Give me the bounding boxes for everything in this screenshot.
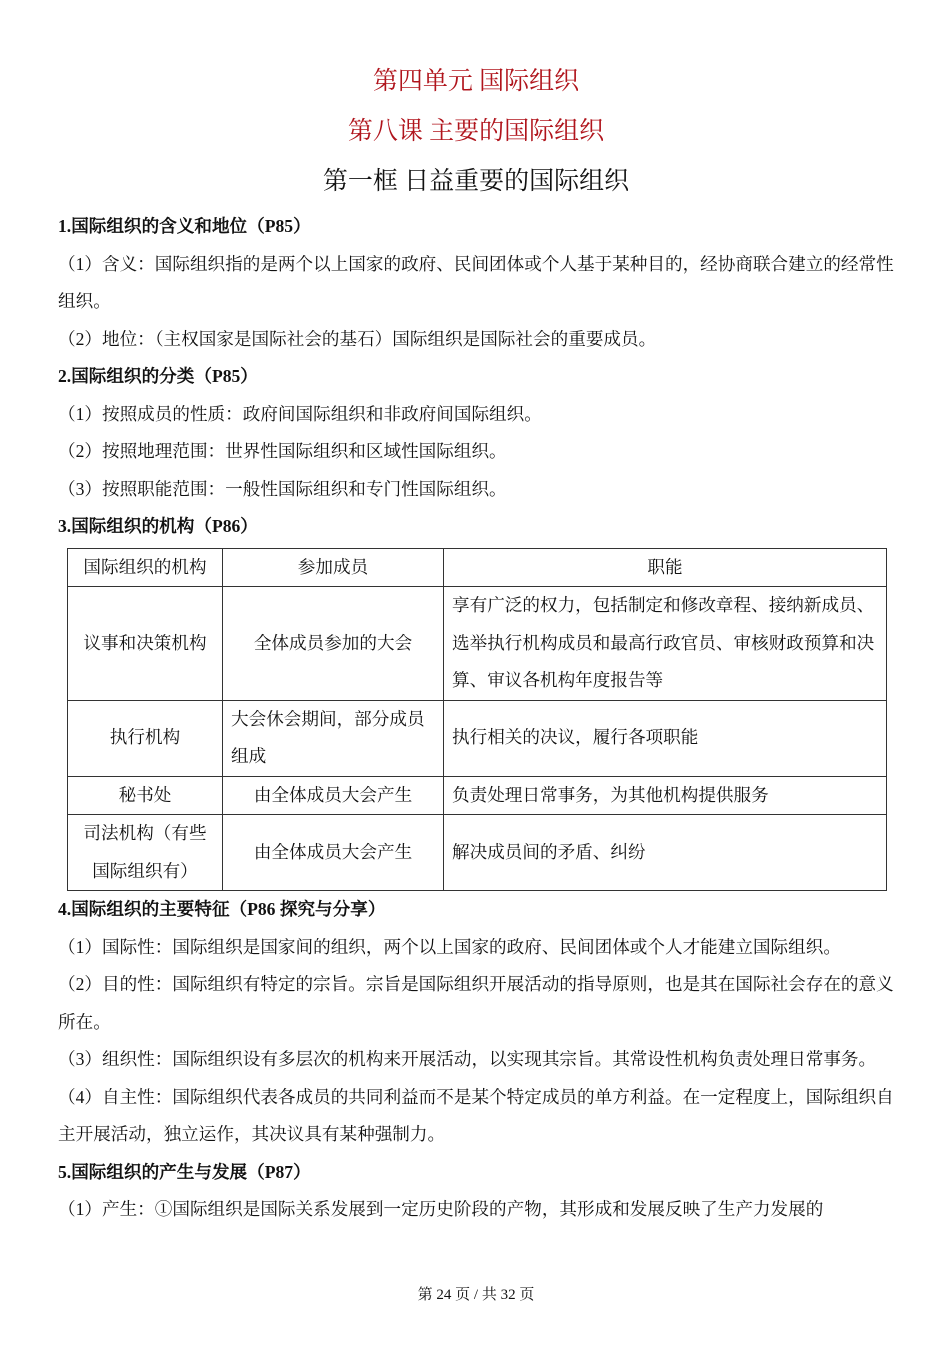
unit-title: 第四单元 国际组织 — [372, 68, 580, 95]
table-cell: 议事和决策机构 — [68, 587, 223, 701]
paragraph: （2）地位：（主权国家是国际社会的基石）国际组织是国际社会的重要成员。 — [58, 328, 657, 349]
section-heading: 3.国际组织的机构（P86） — [58, 516, 258, 536]
frame-title: 第一框 日益重要的国际组织 — [322, 168, 630, 195]
table-cell: 大会休会期间，部分成员组成 — [223, 700, 444, 776]
page-footer: 第 24 页 / 共 32 页 — [417, 1287, 535, 1303]
section-heading: 1.国际组织的含义和地位（P85） — [58, 216, 311, 236]
table-cell: 执行机构 — [68, 700, 223, 776]
table-cell: 由全体成员大会产生 — [223, 815, 444, 891]
paragraph: （2）按照地理范围：世界性国际组织和区域性国际组织。 — [58, 441, 507, 461]
paragraph: （1）按照成员的性质：政府间国际组织和非政府间国际组织。 — [58, 403, 542, 424]
header-cell: 职能 — [444, 548, 887, 587]
table-row — [68, 815, 887, 891]
table-cell: 执行相关的决议，履行各项职能 — [444, 700, 887, 776]
table-cell: 全体成员参加的大会 — [223, 587, 444, 701]
section-heading: 5.国际组织的产生与发展（P87） — [58, 1161, 311, 1182]
header-cell: 参加成员 — [223, 548, 444, 587]
table-cell: 负责处理日常事务，为其他机构提供服务 — [444, 776, 887, 815]
paragraph: （3）按照职能范围：一般性国际组织和专门性国际组织。 — [58, 478, 507, 499]
table-row — [68, 776, 887, 815]
section-heading: 4.国际组织的主要特征（P86 探究与分享） — [58, 899, 386, 919]
institutions-table — [67, 548, 887, 892]
lesson-title: 第八课 主要的国际组织 — [347, 118, 605, 145]
table-cell: 解决成员间的矛盾、纠纷 — [444, 815, 887, 891]
table-cell: 秘书处 — [68, 776, 223, 815]
paragraph: （4）自主性：国际组织代表各成员的共同利益而不是某个特定成员的单方利益。在一定程度上，国际组织自主开展活动，独立运作，其决议具有某种强制力。 — [58, 1086, 894, 1144]
paragraph: （1）产生：①国际组织是国际关系发展到一定历史阶段的产物，其形成和发展反映了生产力发展的 — [58, 1199, 824, 1219]
table-header-row — [68, 548, 887, 587]
paragraph: （3）组织性：国际组织设有多层次的机构来开展活动，以实现其宗旨。其常设性机构负责处理日常事务。 — [58, 1049, 877, 1069]
document-body — [58, 208, 898, 1229]
paragraph: （1）国际性：国际组织是国家间的组织，两个以上国家的政府、民间团体或个人才能建立国际组织。 — [58, 936, 841, 957]
table-cell: 享有广泛的权力，包括制定和修改章程、接纳新成员、选举执行机构成员和最高行政官员、审核财政预算和决算、审议各机构年度报告等 — [444, 587, 887, 701]
header-cell: 国际组织的机构 — [68, 548, 223, 587]
table-row — [68, 700, 887, 776]
table-row — [68, 587, 887, 701]
section-heading: 2.国际组织的分类（P85） — [58, 366, 258, 386]
paragraph: （2）目的性：国际组织有特定的宗旨。宗旨是国际组织开展活动的指导原则，也是其在国际社会存在的意义所在。 — [58, 974, 894, 1032]
paragraph: （1）含义：国际组织指的是两个以上国家的政府、民间团体或个人基于某种目的，经协商联合建立的经常性组织。 — [58, 253, 894, 311]
table-cell: 司法机构（有些国际组织有） — [68, 815, 223, 891]
table-cell: 由全体成员大会产生 — [223, 776, 444, 815]
